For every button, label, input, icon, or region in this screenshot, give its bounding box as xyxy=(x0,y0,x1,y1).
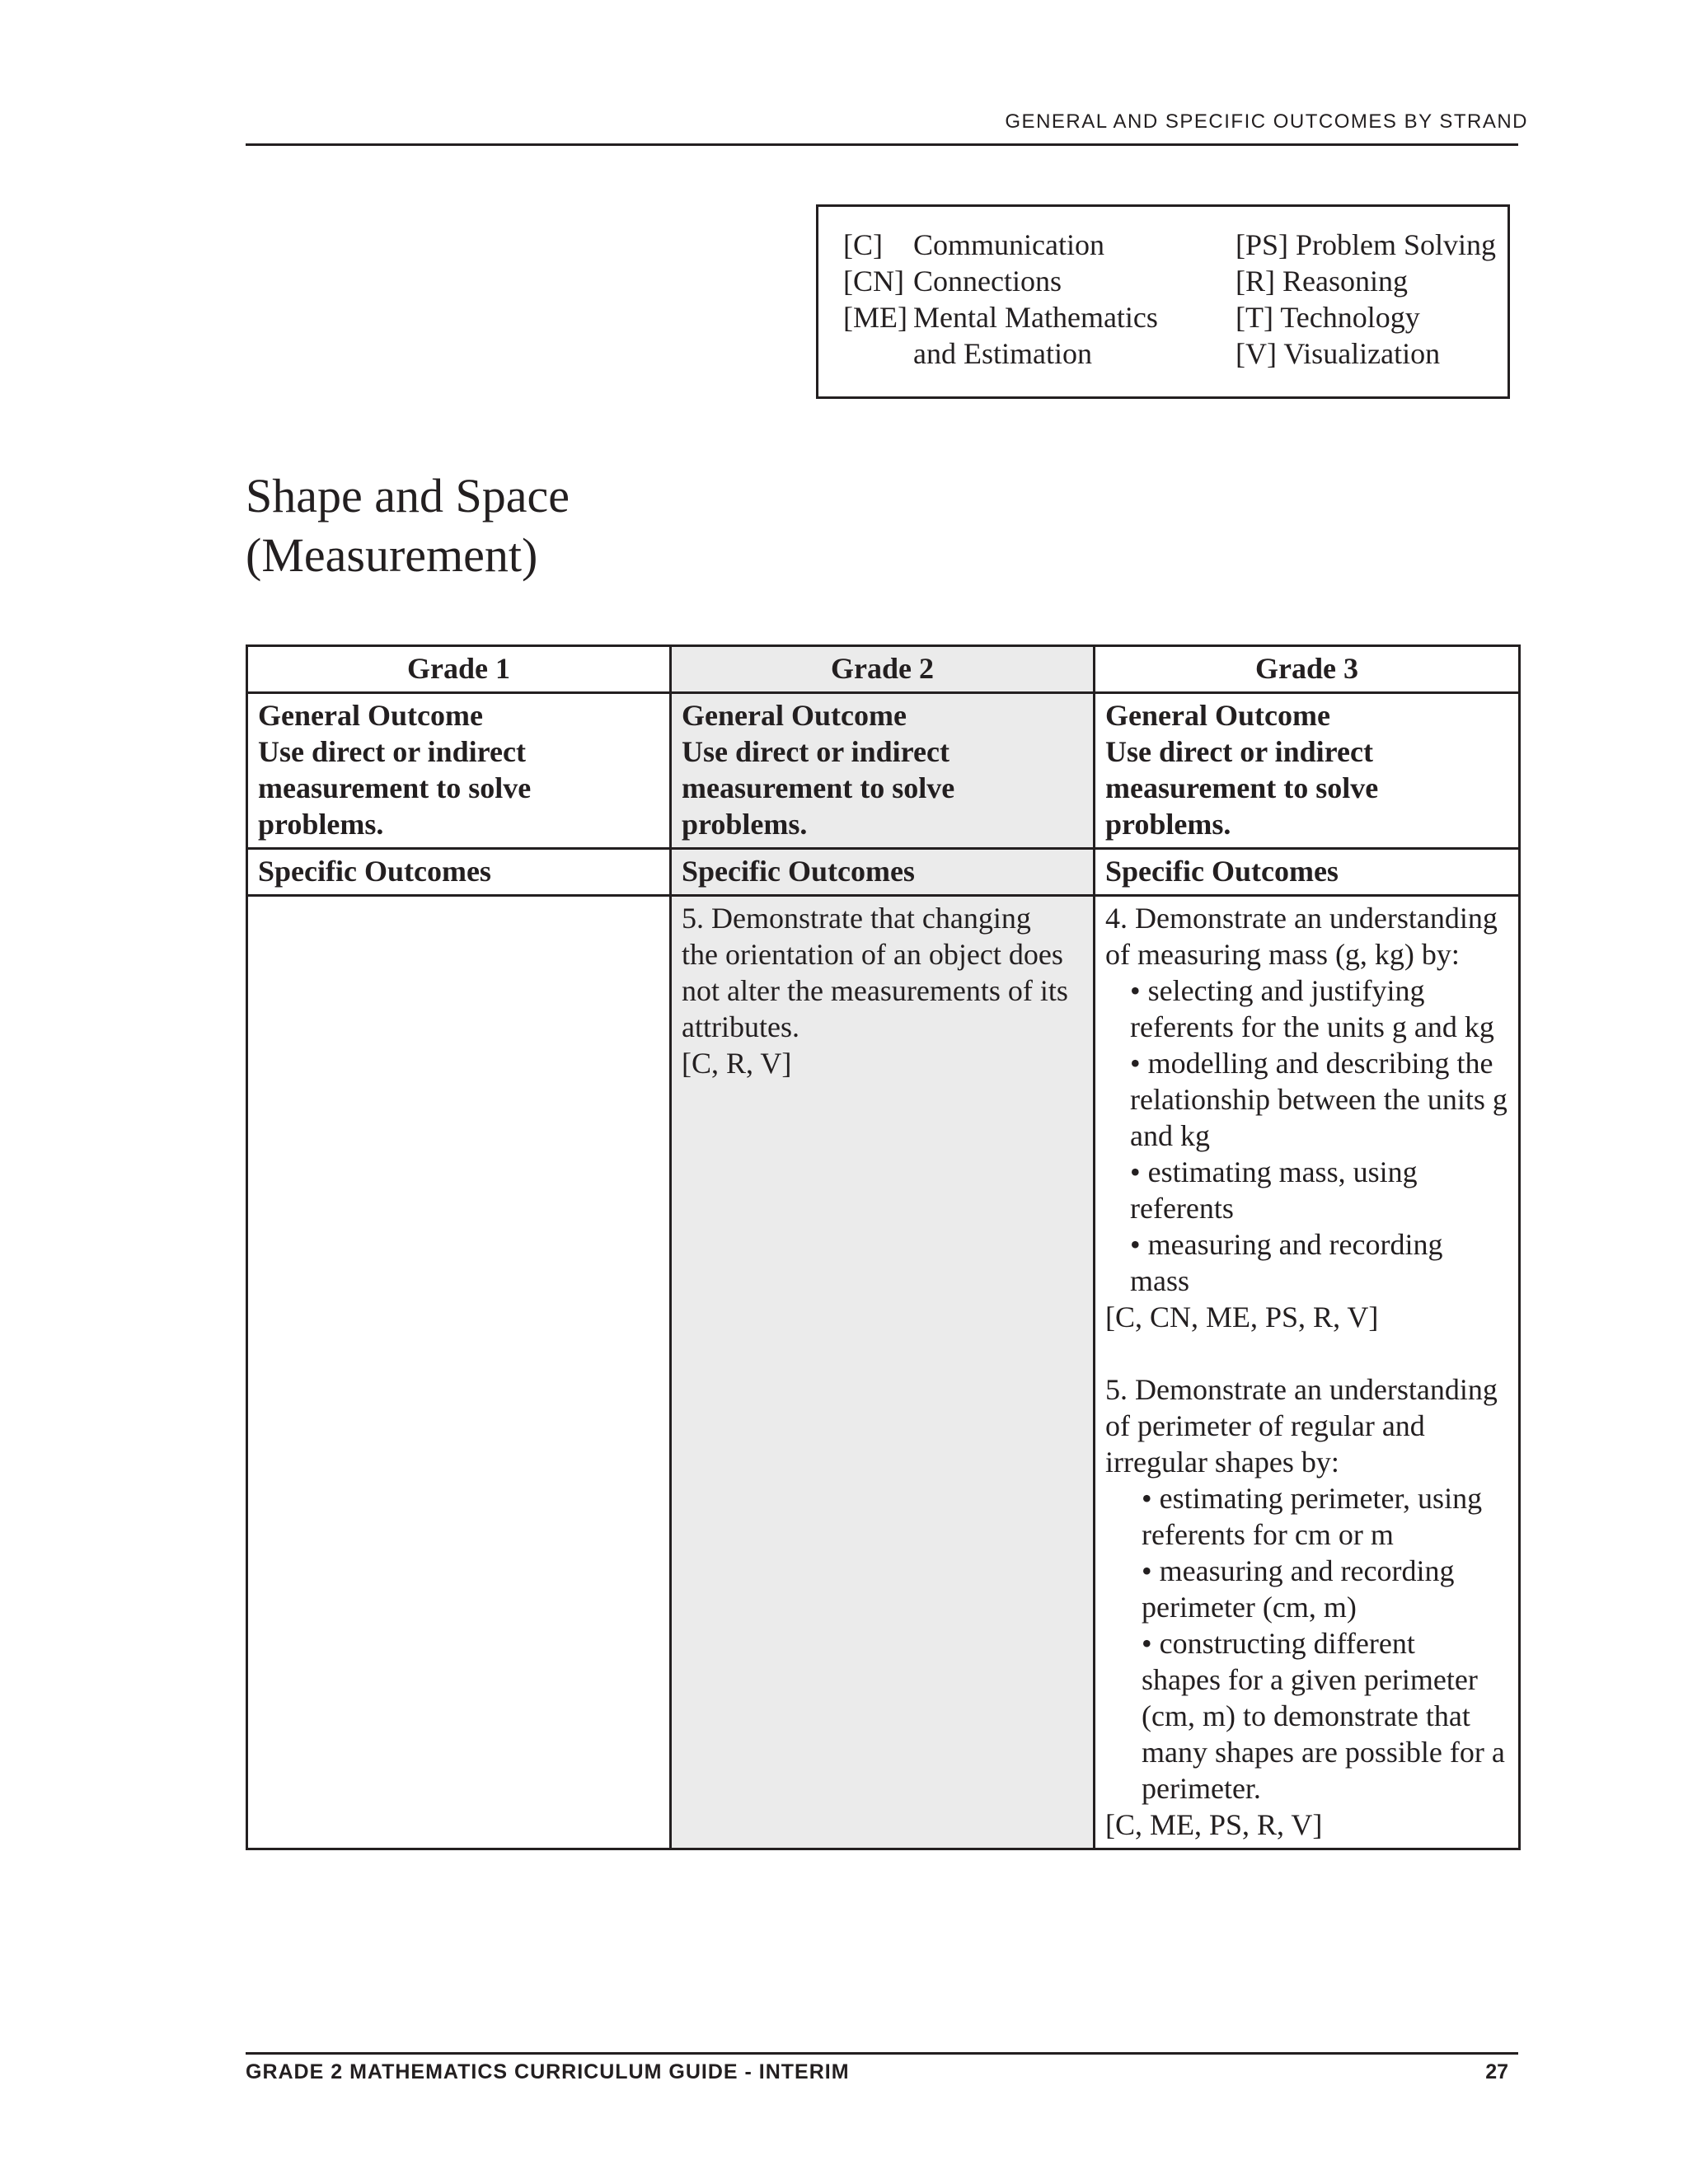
legend-item xyxy=(1236,227,1496,263)
outcome-line: perimeter. xyxy=(1142,1772,1261,1805)
general-outcome-heading: General Outcome xyxy=(1105,699,1330,732)
outcome-line: and kg xyxy=(1130,1119,1210,1152)
legend-label: and Estimation xyxy=(913,337,1092,370)
general-outcome-text: measurement to solve problems. xyxy=(1105,771,1379,841)
outcome-codes: [C, R, V] xyxy=(682,1047,792,1080)
legend-item xyxy=(843,335,1158,372)
specific-outcomes-heading: Specific Outcomes xyxy=(671,849,1095,896)
specific-outcomes-heading: Specific Outcomes xyxy=(1095,849,1520,896)
page-number: 27 xyxy=(1485,2060,1508,2083)
header-rule xyxy=(246,143,1518,146)
outcome-line: 4. Demonstrate an understanding xyxy=(1105,902,1498,935)
legend-item xyxy=(1236,335,1496,372)
outcomes-table xyxy=(246,644,1521,1850)
outcome-line: 5. Demonstrate an understanding xyxy=(1105,1373,1498,1406)
general-outcome-text: measurement to solve problems. xyxy=(258,771,532,841)
outcome-line: referents for the units g and kg xyxy=(1130,1010,1494,1043)
grade-2-header: Grade 2 xyxy=(671,646,1095,693)
outcome-line: • modelling and describing the xyxy=(1130,1047,1493,1080)
outcome-5 xyxy=(1105,1371,1508,1843)
grade-2-outcomes-cell xyxy=(671,896,1095,1849)
general-outcome-cell xyxy=(1095,693,1520,849)
outcome-codes: [C, CN, ME, PS, R, V] xyxy=(1105,1301,1379,1333)
footer-guide-title: GRADE 2 MATHEMATICS CURRICULUM GUIDE - INTERIM xyxy=(246,2060,850,2083)
section-title xyxy=(246,466,570,585)
legend-item xyxy=(843,227,1158,263)
grade-1-outcomes-cell xyxy=(247,896,671,1849)
running-head: GENERAL AND SPECIFIC OUTCOMES BY STRAND xyxy=(1005,110,1528,133)
legend-column-right xyxy=(1236,227,1496,372)
outcome-line: relationship between the units g xyxy=(1130,1083,1507,1116)
general-outcome-text: Use direct or indirect xyxy=(258,735,526,768)
legend-code: [R] xyxy=(1236,265,1275,298)
grade-3-header: Grade 3 xyxy=(1095,646,1520,693)
legend-label: Communication xyxy=(913,228,1104,261)
general-outcome-heading: General Outcome xyxy=(258,699,483,732)
grade-1-header: Grade 1 xyxy=(247,646,671,693)
grade-3-outcomes-cell xyxy=(1095,896,1520,1849)
legend-item xyxy=(1236,299,1496,335)
outcome-line: • estimating perimeter, using xyxy=(1142,1482,1483,1515)
outcome-line: many shapes are possible for a xyxy=(1142,1736,1505,1769)
legend-item xyxy=(843,299,1158,335)
legend-code: [CN] xyxy=(843,265,904,298)
legend-label: Visualization xyxy=(1283,337,1441,370)
outcome-line: (cm, m) to demonstrate that xyxy=(1142,1699,1470,1732)
outcome-line: • measuring and recording mass xyxy=(1130,1228,1443,1297)
general-outcome-heading: General Outcome xyxy=(682,699,907,732)
general-outcome-text: Use direct or indirect xyxy=(1105,735,1373,768)
specific-outcomes-row xyxy=(247,896,1520,1849)
outcome-line: of perimeter of regular and xyxy=(1105,1409,1425,1442)
legend-code: [C] xyxy=(843,228,883,261)
outcome-line: • measuring and recording xyxy=(1142,1554,1455,1587)
legend-label: Reasoning xyxy=(1282,265,1408,298)
outcome-line: • estimating mass, using xyxy=(1130,1155,1418,1188)
legend-label: Problem Solving xyxy=(1296,228,1497,261)
legend-code: [ME] xyxy=(843,301,907,334)
general-outcome-cell xyxy=(247,693,671,849)
legend-column-left xyxy=(843,227,1158,372)
general-outcome-text: Use direct or indirect xyxy=(682,735,950,768)
legend-label: Technology xyxy=(1280,301,1420,334)
outcome-line: perimeter (cm, m) xyxy=(1142,1591,1357,1624)
outcome-codes: [C, ME, PS, R, V] xyxy=(1105,1808,1323,1841)
legend-item xyxy=(843,263,1158,299)
legend-label: Mental Mathematics xyxy=(913,301,1158,334)
outcome-line: irregular shapes by: xyxy=(1105,1446,1339,1479)
outcome-line: not alter the measurements of its xyxy=(682,974,1068,1007)
grade-header-row xyxy=(247,646,1520,693)
spacer xyxy=(1105,1335,1508,1371)
process-standards-legend xyxy=(816,204,1510,399)
general-outcome-text: measurement to solve problems. xyxy=(682,771,955,841)
outcome-line: attributes. xyxy=(682,1010,799,1043)
outcome-4 xyxy=(1105,900,1508,1335)
section-title-line: Shape and Space xyxy=(246,469,570,523)
outcome-line: the orientation of an object does xyxy=(682,938,1063,971)
outcome-line: 5. Demonstrate that changing xyxy=(682,902,1031,935)
outcome-line: referents for cm or m xyxy=(1142,1518,1394,1551)
general-outcome-row xyxy=(247,693,1520,849)
legend-item xyxy=(1236,263,1496,299)
specific-outcomes-heading: Specific Outcomes xyxy=(247,849,671,896)
legend-code: [V] xyxy=(1236,337,1277,370)
outcome-line: • constructing different xyxy=(1142,1627,1415,1660)
footer-rule xyxy=(246,2052,1518,2055)
legend-code: [T] xyxy=(1236,301,1273,334)
outcome-line: • selecting and justifying xyxy=(1130,974,1425,1007)
outcome-line: shapes for a given perimeter xyxy=(1142,1663,1478,1696)
legend-code: [PS] xyxy=(1236,228,1289,261)
section-title-line: (Measurement) xyxy=(246,528,538,582)
general-outcome-cell xyxy=(671,693,1095,849)
outcome-line: referents xyxy=(1130,1192,1234,1225)
specific-outcomes-heading-row xyxy=(247,849,1520,896)
outcome-line: of measuring mass (g, kg) by: xyxy=(1105,938,1460,971)
legend-label: Connections xyxy=(913,265,1062,298)
